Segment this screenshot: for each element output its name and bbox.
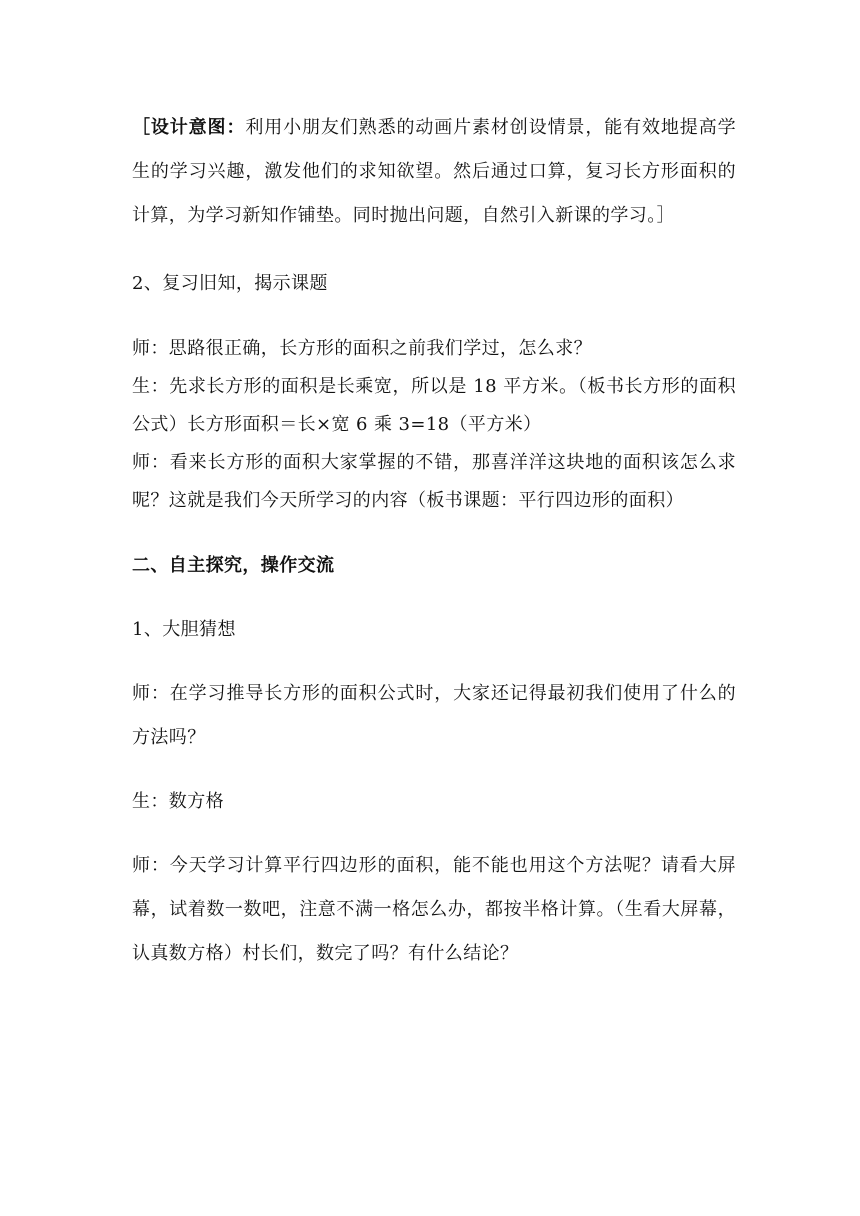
- review-heading: 2、复习旧知，揭示课题: [132, 273, 328, 294]
- design-intent-label: ［设计意图：: [132, 117, 246, 138]
- explore-student-1: 生：数方格: [132, 791, 224, 812]
- design-intent-paragraph: [132, 106, 736, 238]
- design-intent-text: 利用小朋友们熟悉的动画片素材创设情景，能有效地提高学生的学习兴趣，激发他们的求知欲望。然后通过口算，复习长方形面积的计算，为学习新知作铺垫。同时抛出问题，自然引入新课的学习。］: [132, 117, 736, 226]
- explore-teacher-2: 师：今天学习计算平行四边形的面积，能不能也用这个方法呢？请看大屏幕，试着数一数吧，注意不满一格怎么办，都按半格计算。（生看大屏幕，认真数方格）村长们，数完了吗？有什么结论？: [132, 855, 736, 964]
- explore-teacher-1: 师：在学习推导长方形的面积公式时，大家还记得最初我们使用了什么的方法吗？: [132, 683, 736, 748]
- review-teacher-1: 师：思路很正确，长方形的面积之前我们学过，怎么求？: [132, 338, 592, 359]
- explore-sub-heading: 1、大胆猜想: [132, 619, 236, 640]
- review-student-1: 生：先求长方形的面积是长乘宽，所以是 18 平方米。（板书长方形的面积公式）长方形面积＝长×宽 6 乘 3=18（平方米）: [132, 376, 736, 435]
- explore-heading: 二、自主探究，操作交流: [132, 555, 335, 576]
- review-teacher-2: 师：看来长方形的面积大家掌握的不错，那喜洋洋这块地的面积该怎么求呢？这就是我们今天所学习的内容（板书课题：平行四边形的面积）: [132, 452, 736, 511]
- document-page: [132, 106, 736, 976]
